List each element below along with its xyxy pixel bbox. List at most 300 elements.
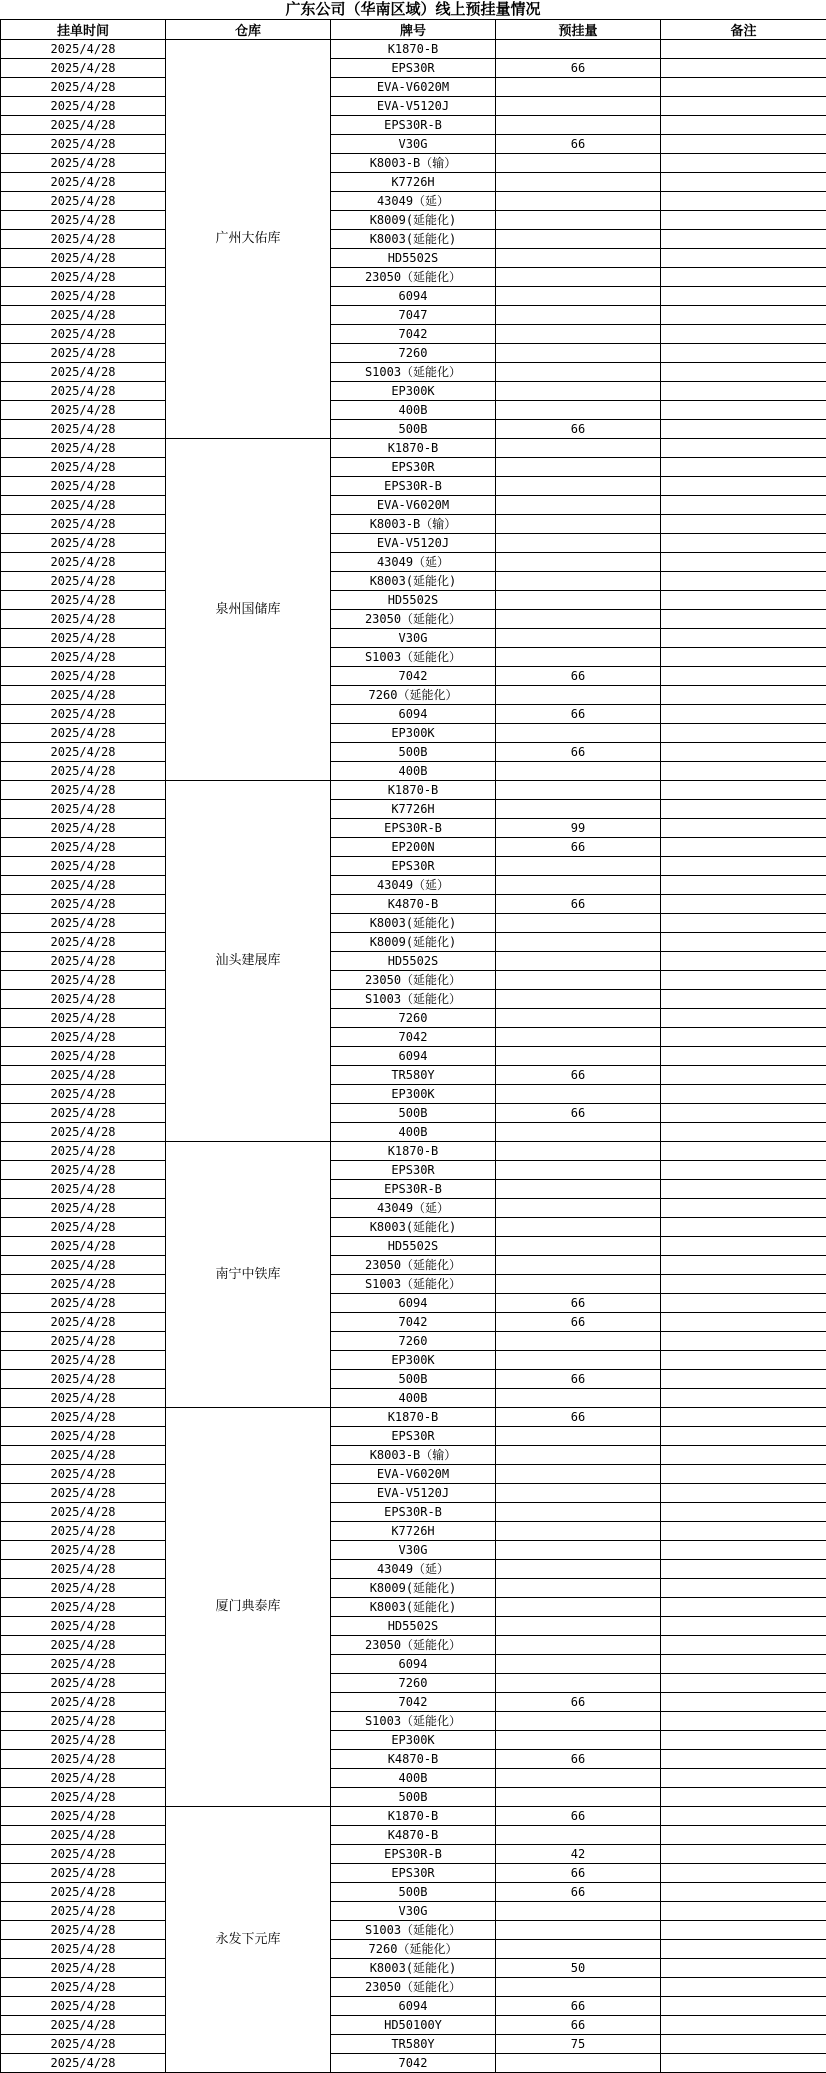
table-row [1,914,826,933]
cell-warehouse: 泉州国储库 [166,439,331,781]
cell-quantity [496,306,661,325]
pre-order-table [0,19,826,2073]
table-row [1,1731,826,1750]
cell-remarks [661,648,826,667]
cell-date: 2025/4/28 [1,629,166,648]
table-row [1,1978,826,1997]
cell-brand: S1003（延能化） [331,363,496,382]
cell-quantity: 66 [496,838,661,857]
table-row [1,1446,826,1465]
cell-brand: 43049（延） [331,553,496,572]
cell-quantity [496,1769,661,1788]
cell-brand: 43049（延） [331,192,496,211]
cell-remarks [661,1883,826,1902]
cell-quantity [496,439,661,458]
cell-remarks [661,59,826,78]
cell-remarks [661,173,826,192]
cell-quantity [496,1237,661,1256]
cell-quantity [496,1788,661,1807]
cell-date: 2025/4/28 [1,2054,166,2073]
cell-remarks [661,1142,826,1161]
cell-quantity: 66 [496,1370,661,1389]
cell-brand: HD5502S [331,952,496,971]
cell-quantity [496,1940,661,1959]
table-row [1,287,826,306]
cell-date: 2025/4/28 [1,249,166,268]
table-row [1,819,826,838]
table-row [1,629,826,648]
cell-quantity [496,800,661,819]
cell-brand: K8003(延能化) [331,1598,496,1617]
cell-date: 2025/4/28 [1,401,166,420]
cell-brand: HD50100Y [331,2016,496,2035]
cell-date: 2025/4/28 [1,439,166,458]
cell-date: 2025/4/28 [1,1959,166,1978]
cell-quantity [496,1142,661,1161]
cell-date: 2025/4/28 [1,192,166,211]
cell-date: 2025/4/28 [1,1161,166,1180]
table-row [1,192,826,211]
table-row [1,1522,826,1541]
cell-date: 2025/4/28 [1,382,166,401]
cell-brand: 6094 [331,1655,496,1674]
cell-date: 2025/4/28 [1,1541,166,1560]
cell-brand: K1870-B [331,1807,496,1826]
table-row [1,1142,826,1161]
cell-quantity [496,116,661,135]
cell-quantity [496,268,661,287]
cell-quantity [496,1712,661,1731]
cell-remarks [661,78,826,97]
table-row [1,952,826,971]
cell-brand: K8003-B（输） [331,154,496,173]
cell-brand: K1870-B [331,40,496,59]
cell-quantity [496,477,661,496]
table-row [1,667,826,686]
table-row [1,1826,826,1845]
cell-quantity [496,192,661,211]
cell-brand: 43049（延） [331,1560,496,1579]
table-row [1,2035,826,2054]
cell-quantity [496,686,661,705]
cell-quantity [496,1636,661,1655]
cell-date: 2025/4/28 [1,933,166,952]
cell-remarks [661,971,826,990]
cell-quantity [496,1047,661,1066]
cell-remarks [661,800,826,819]
cell-brand: EP300K [331,724,496,743]
cell-date: 2025/4/28 [1,1940,166,1959]
table-row [1,1180,826,1199]
cell-brand: K4870-B [331,895,496,914]
cell-brand: K1870-B [331,781,496,800]
cell-brand: 7042 [331,325,496,344]
cell-quantity [496,2054,661,2073]
cell-date: 2025/4/28 [1,1655,166,1674]
cell-brand: 7260 [331,1009,496,1028]
table-row [1,1788,826,1807]
cell-date: 2025/4/28 [1,1864,166,1883]
cell-remarks [661,1275,826,1294]
cell-quantity: 66 [496,2016,661,2035]
table-row [1,572,826,591]
cell-date: 2025/4/28 [1,230,166,249]
cell-quantity [496,230,661,249]
table-row [1,1427,826,1446]
cell-date: 2025/4/28 [1,1522,166,1541]
cell-date: 2025/4/28 [1,914,166,933]
cell-brand: HD5502S [331,1617,496,1636]
cell-brand: 400B [331,1389,496,1408]
table-row [1,1769,826,1788]
cell-remarks [661,1731,826,1750]
cell-brand: 400B [331,1769,496,1788]
table-row [1,990,826,1009]
header-remarks: 备注 [661,20,826,40]
cell-brand: EPS30R-B [331,477,496,496]
cell-date: 2025/4/28 [1,1332,166,1351]
cell-date: 2025/4/28 [1,1047,166,1066]
cell-date: 2025/4/28 [1,895,166,914]
header-date: 挂单时间 [1,20,166,40]
cell-quantity: 66 [496,1997,661,2016]
cell-remarks [661,705,826,724]
cell-date: 2025/4/28 [1,1294,166,1313]
cell-remarks [661,895,826,914]
cell-brand: S1003（延能化） [331,1712,496,1731]
table-row [1,1997,826,2016]
cell-remarks [661,325,826,344]
table-row [1,1560,826,1579]
cell-date: 2025/4/28 [1,1085,166,1104]
cell-remarks [661,781,826,800]
table-row [1,1199,826,1218]
cell-remarks [661,952,826,971]
cell-remarks [661,1294,826,1313]
cell-quantity: 66 [496,1294,661,1313]
cell-date: 2025/4/28 [1,1389,166,1408]
cell-quantity [496,1978,661,1997]
cell-date: 2025/4/28 [1,2016,166,2035]
cell-date: 2025/4/28 [1,287,166,306]
table-row [1,553,826,572]
cell-brand: EVA-V6020M [331,496,496,515]
cell-quantity [496,572,661,591]
cell-remarks [661,724,826,743]
cell-date: 2025/4/28 [1,2035,166,2054]
cell-brand: 6094 [331,705,496,724]
table-row [1,1712,826,1731]
cell-remarks [661,1826,826,1845]
cell-quantity: 66 [496,895,661,914]
cell-remarks [661,211,826,230]
table-row [1,1674,826,1693]
cell-remarks [661,1579,826,1598]
cell-quantity [496,781,661,800]
cell-date: 2025/4/28 [1,838,166,857]
table-row [1,1807,826,1826]
cell-brand: 7042 [331,667,496,686]
cell-remarks [661,1902,826,1921]
cell-date: 2025/4/28 [1,325,166,344]
cell-remarks [661,477,826,496]
cell-warehouse: 厦门典泰库 [166,1408,331,1807]
cell-quantity [496,1902,661,1921]
cell-quantity [496,1617,661,1636]
cell-remarks [661,686,826,705]
cell-remarks [661,1408,826,1427]
cell-remarks [661,819,826,838]
cell-quantity [496,1446,661,1465]
cell-remarks [661,2016,826,2035]
cell-brand: V30G [331,135,496,154]
cell-quantity [496,40,661,59]
cell-remarks [661,268,826,287]
cell-quantity: 66 [496,1408,661,1427]
cell-brand: 400B [331,1123,496,1142]
cell-remarks [661,1636,826,1655]
cell-remarks [661,572,826,591]
cell-quantity [496,496,661,515]
cell-remarks [661,306,826,325]
cell-brand: K1870-B [331,1408,496,1427]
cell-date: 2025/4/28 [1,1465,166,1484]
table-row [1,1750,826,1769]
cell-remarks [661,1617,826,1636]
cell-remarks [661,838,826,857]
cell-quantity [496,1028,661,1047]
cell-date: 2025/4/28 [1,458,166,477]
cell-brand: 43049（延） [331,1199,496,1218]
cell-brand: K8003(延能化) [331,1218,496,1237]
cell-date: 2025/4/28 [1,1750,166,1769]
cell-date: 2025/4/28 [1,515,166,534]
cell-quantity [496,344,661,363]
cell-date: 2025/4/28 [1,1731,166,1750]
cell-remarks [661,287,826,306]
cell-date: 2025/4/28 [1,1712,166,1731]
cell-brand: EPS30R-B [331,116,496,135]
table-row [1,306,826,325]
cell-brand: K8009(延能化) [331,211,496,230]
cell-date: 2025/4/28 [1,344,166,363]
cell-remarks [661,1807,826,1826]
cell-brand: EP300K [331,1351,496,1370]
table-row [1,173,826,192]
cell-brand: TR580Y [331,1066,496,1085]
cell-brand: HD5502S [331,1237,496,1256]
cell-date: 2025/4/28 [1,1902,166,1921]
table-row [1,1655,826,1674]
cell-quantity: 66 [496,420,661,439]
cell-brand: EPS30R [331,1864,496,1883]
cell-remarks [661,1009,826,1028]
cell-date: 2025/4/28 [1,1997,166,2016]
cell-brand: EPS30R-B [331,819,496,838]
cell-brand: 7260（延能化） [331,686,496,705]
cell-quantity [496,1921,661,1940]
cell-date: 2025/4/28 [1,762,166,781]
cell-quantity [496,173,661,192]
cell-remarks [661,116,826,135]
table-row [1,1066,826,1085]
table-row [1,211,826,230]
cell-date: 2025/4/28 [1,1484,166,1503]
cell-quantity [496,914,661,933]
cell-quantity [496,1180,661,1199]
cell-remarks [661,192,826,211]
cell-brand: HD5502S [331,249,496,268]
table-row [1,1218,826,1237]
cell-brand: K1870-B [331,439,496,458]
cell-quantity: 66 [496,1693,661,1712]
cell-date: 2025/4/28 [1,743,166,762]
table-row [1,1104,826,1123]
cell-remarks [661,1864,826,1883]
cell-brand: EPS30R [331,1427,496,1446]
cell-quantity [496,876,661,895]
cell-quantity [496,154,661,173]
table-row [1,838,826,857]
cell-date: 2025/4/28 [1,1408,166,1427]
cell-date: 2025/4/28 [1,857,166,876]
cell-remarks [661,1028,826,1047]
cell-remarks [661,857,826,876]
cell-quantity [496,591,661,610]
cell-date: 2025/4/28 [1,1218,166,1237]
cell-date: 2025/4/28 [1,781,166,800]
cell-brand: TR580Y [331,2035,496,2054]
cell-remarks [661,363,826,382]
cell-remarks [661,743,826,762]
cell-brand: EPS30R [331,458,496,477]
cell-remarks [661,1218,826,1237]
cell-remarks [661,1959,826,1978]
cell-remarks [661,2054,826,2073]
cell-remarks [661,97,826,116]
cell-date: 2025/4/28 [1,1237,166,1256]
cell-date: 2025/4/28 [1,1123,166,1142]
cell-brand: 7042 [331,2054,496,2073]
cell-remarks [661,1180,826,1199]
cell-date: 2025/4/28 [1,686,166,705]
cell-brand: 400B [331,762,496,781]
cell-date: 2025/4/28 [1,1446,166,1465]
cell-quantity [496,1389,661,1408]
cell-quantity [496,1731,661,1750]
table-row [1,686,826,705]
cell-brand: 500B [331,420,496,439]
cell-date: 2025/4/28 [1,591,166,610]
cell-quantity [496,249,661,268]
cell-remarks [661,1522,826,1541]
header-quantity: 预挂量 [496,20,661,40]
cell-quantity [496,1332,661,1351]
table-row [1,1845,826,1864]
cell-remarks [661,1313,826,1332]
cell-remarks [661,1332,826,1351]
header-row [1,20,826,40]
cell-date: 2025/4/28 [1,420,166,439]
cell-brand: 7042 [331,1313,496,1332]
cell-remarks [661,344,826,363]
table-row [1,705,826,724]
cell-date: 2025/4/28 [1,1788,166,1807]
table-row [1,363,826,382]
cell-brand: 7260（延能化） [331,1940,496,1959]
table-row [1,59,826,78]
cell-quantity [496,553,661,572]
table-row [1,1085,826,1104]
table-row [1,344,826,363]
cell-date: 2025/4/28 [1,1370,166,1389]
cell-remarks [661,553,826,572]
cell-remarks [661,1712,826,1731]
table-row [1,325,826,344]
cell-quantity [496,287,661,306]
cell-remarks [661,990,826,1009]
cell-date: 2025/4/28 [1,1256,166,1275]
table-row [1,1256,826,1275]
cell-brand: 43049（延） [331,876,496,895]
cell-brand: 7042 [331,1693,496,1712]
cell-brand: 7047 [331,306,496,325]
cell-date: 2025/4/28 [1,1427,166,1446]
cell-brand: S1003（延能化） [331,648,496,667]
cell-date: 2025/4/28 [1,800,166,819]
table-row [1,1047,826,1066]
cell-brand: EVA-V5120J [331,97,496,116]
table-row [1,1541,826,1560]
table-row [1,1351,826,1370]
cell-remarks [661,629,826,648]
cell-remarks [661,1484,826,1503]
cell-date: 2025/4/28 [1,610,166,629]
table-row [1,1161,826,1180]
cell-quantity [496,97,661,116]
cell-quantity [496,933,661,952]
cell-brand: S1003（延能化） [331,1275,496,1294]
cell-brand: V30G [331,1541,496,1560]
cell-quantity [496,363,661,382]
cell-remarks [661,1446,826,1465]
cell-date: 2025/4/28 [1,705,166,724]
cell-brand: K1870-B [331,1142,496,1161]
cell-brand: K8009(延能化) [331,933,496,952]
cell-date: 2025/4/28 [1,1978,166,1997]
cell-remarks [661,420,826,439]
table-row [1,458,826,477]
table-row [1,743,826,762]
cell-quantity [496,1560,661,1579]
cell-remarks [661,1123,826,1142]
cell-brand: 500B [331,1104,496,1123]
table-row [1,648,826,667]
table-row [1,781,826,800]
cell-quantity [496,1085,661,1104]
header-brand: 牌号 [331,20,496,40]
cell-quantity [496,610,661,629]
cell-quantity: 66 [496,667,661,686]
table-row [1,800,826,819]
cell-quantity [496,325,661,344]
table-row [1,1028,826,1047]
cell-remarks [661,667,826,686]
cell-quantity: 99 [496,819,661,838]
table-row [1,933,826,952]
cell-quantity [496,1484,661,1503]
cell-quantity [496,1826,661,1845]
